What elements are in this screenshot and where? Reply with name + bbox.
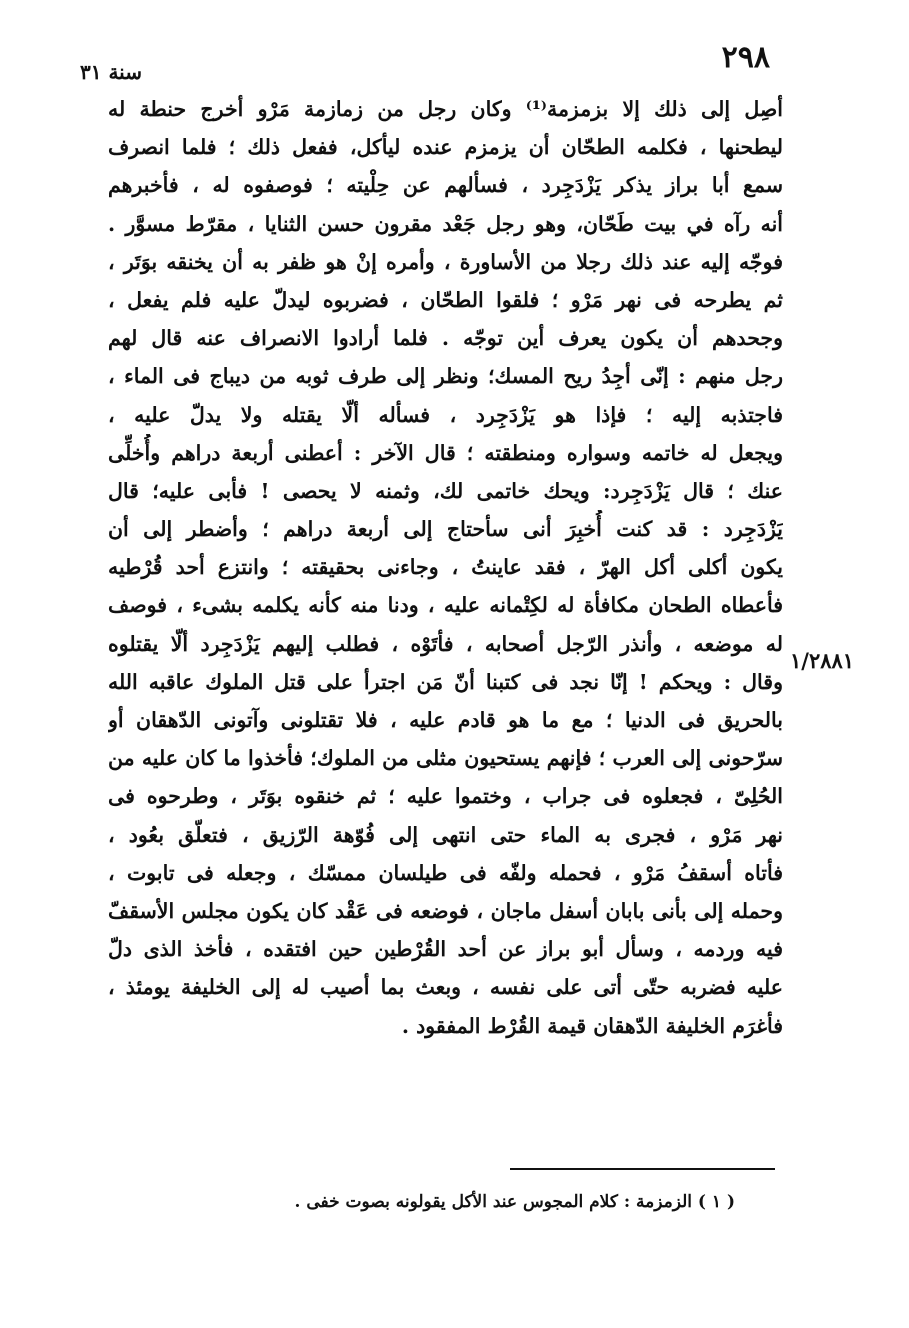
text-line: ثم يطرحه فى نهر مَرْو ؛ فلقوا الطحّان ، فضربوه ليدلّ عليه فلم يفعل ، xyxy=(108,287,783,312)
margin-reference: ١/٢٨٨١ xyxy=(790,648,855,673)
text-line: فأعطاه الطحان مكافأة له لكِتْمانه عليه ، ودنا منه كأنه يكلمه بشىء ، فوصف xyxy=(108,593,783,618)
text-line: نهر مَرْو ، فجرى به الماء حتى انتهى إلى فُوّهة الرّزيق ، فتعلّق بعُود ، xyxy=(108,822,783,847)
text-line: يَزْدَجِرد : قد كنت أُخبِرَ أنى سأحتاج إلى أربعة دراهم ؛ وأضطر إلى أن xyxy=(108,517,783,542)
text-line: وجحدهم أن يكون يعرف أين توجّه . فلما أرادوا الانصراف عنه قال لهم xyxy=(108,326,783,351)
page-number: ٢٩٨ xyxy=(721,40,770,75)
text-line: وقال : ويحكم ! إنّا نجد فى كتبنا أنّ مَن اجترأ على قتل الملوك عاقبه الله xyxy=(108,669,783,694)
text-line: بالحريق فى الدنيا ؛ مع ما هو قادم عليه ، فلا تقتلونى وآتونى الدّهقان أو xyxy=(108,708,783,732)
text-line: رجل منهم : إنّى أجِدُ ريح المسك؛ ونظر إلى طرف ثوبه من ديباج فى الماء ، xyxy=(108,364,783,389)
text-line: الحُلِىّ ، فجعلوه فى جراب ، وختموا عليه ؛ ثم خنقوه بوَتَر ، وطرحوه فى xyxy=(108,784,783,809)
text-line: ليطحنها ، فكلمه الطحّان أن يزمزم عنده ليأكل، ففعل ذلك ؛ فلما انصرف xyxy=(108,135,783,160)
text-line: وحمله إلى بأنى بابان أسفل ماجان ، فوضعه فى عَقْد كان يكون مجلس الأسقفّ xyxy=(108,898,783,923)
text-line: يكون أكلى أكل الهرّ ، فقد عاينتُ ، وجاءنى بحقيقته ؛ وانتزع أحد قُرْطيه xyxy=(108,555,783,580)
text-line: فوجّه إليه عند ذلك رجلا من الأساورة ، وأمره إنْ هو ظفر به أن يخنقه بوَتَر ، xyxy=(108,249,783,274)
main-text xyxy=(108,90,783,1045)
text-line: عنك ؛ قال يَزْدَجِرد: ويحك خاتمى لك، وثمنه لا يحصى ! فأبى عليه؛ قال xyxy=(108,478,783,503)
text-line: أنه رآه في بيت طَحّان، وهو رجل جَعْد مقرون حسن الثنايا ، مقرّط مسوَّر . xyxy=(108,211,783,236)
text-line: ويجعل له خاتمه وسواره ومنطقته ؛ قال الآخر : أعطنى أربعة دراهم وأُخلِّى xyxy=(108,440,783,465)
footnote-divider xyxy=(510,1168,775,1170)
text-line: فأغرَم الخليفة الدّهقان قيمة القُرْط المفقود . xyxy=(401,1013,783,1038)
running-head-year: سنة ٣١ xyxy=(80,60,142,84)
text-line: عليه فضربه حتّى أتى على نفسه ، وبعث بما أصيب له إلى الخليفة يومئذ ، xyxy=(108,975,783,1000)
text-line: فيه وردمه ، وسأل أبو براز عن أحد القُرْطين حين افتقده ، فأخذ الذى دلّ xyxy=(108,937,783,962)
text-line: سمع أبا براز يذكر يَزْدَجِرد ، فسألهم عن حِلْيته ؛ فوصفوه له ، فأخبرهم xyxy=(108,173,783,198)
text-line: فاجتذبه إليه ؛ فإذا هو يَزْدَجِرد ، فسأله ألّا يقتله ولا يدلّ عليه ، xyxy=(108,402,783,427)
footnote: ( ١ ) الزمزمة : كلام المجوس عند الأكل يقولونه بصوت خفى . xyxy=(294,1192,735,1212)
text-line: له موضعه ، وأنذر الرّجل أصحابه ، فأتَوْه ، فطلب إليهم يَزْدَجِرد ألّا يقتلوه xyxy=(108,631,783,656)
page-header xyxy=(80,40,770,84)
text-line: فأتاه أسقفُ مَرْو ، فحمله ولفّه فى طيلسان ممسّك ، وجعله فى تابوت ، xyxy=(108,860,783,885)
text-line: أصِل إلى ذلك إلا بزمزمة⁽¹⁾ وكان رجل من زمازمة مَرْو أخرج حنطة له xyxy=(108,97,783,121)
text-line: سرّحونى إلى العرب ؛ فإنهم يستحيون مثلى من الملوك؛ فأخذوا ما كان عليه من xyxy=(108,746,783,771)
